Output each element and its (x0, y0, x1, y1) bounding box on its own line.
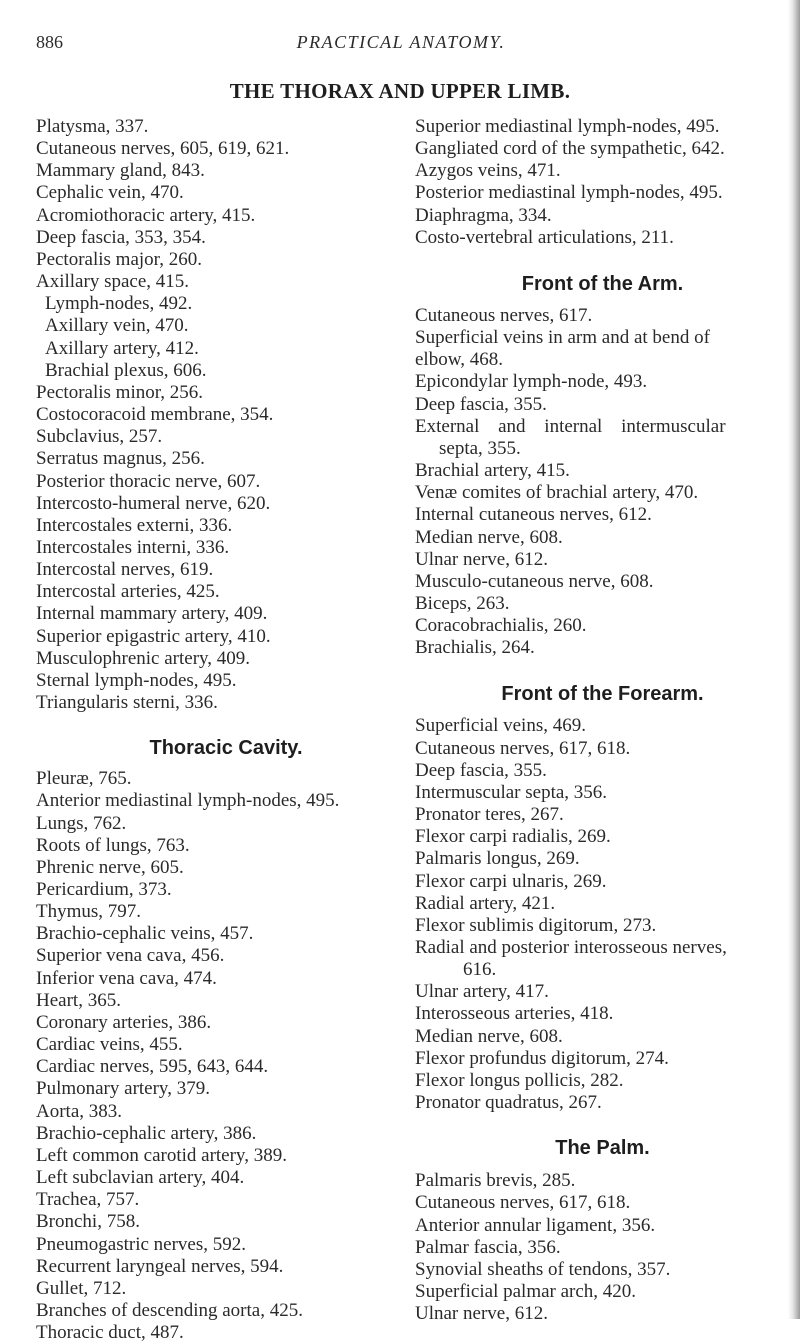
index-entry: Superior mediastinal lymph-nodes, 495. (415, 116, 720, 137)
index-entry: Superficial palmar arch, 420. (415, 1281, 637, 1303)
index-entry: Venæ comites of brachial artery, 470. (415, 482, 699, 504)
index-entry: Posterior mediastinal lymph-nodes, 495. (415, 182, 723, 204)
index-entry: Azygos veins, 471. (415, 160, 561, 182)
index-entry: Flexor carpi radialis, 269. (415, 826, 611, 848)
section-heading-front-of-arm: Front of the Arm. (521, 272, 684, 295)
index-entry: Diaphragma, 334. (415, 204, 552, 226)
index-entry: Mammary gland, 843. (36, 160, 205, 182)
left-column (36, 116, 416, 1344)
index-entry: Pericardium, 373. (36, 879, 172, 900)
section-heading-thoracic-cavity: Thoracic Cavity. (149, 737, 303, 760)
index-entry: Left subclavian artery, 404. (36, 1167, 245, 1189)
index-entry: Coronary arteries, 386. (36, 1011, 212, 1033)
index-entry-line: Superficial veins in arm and at bend of (415, 327, 710, 349)
index-entry: Superior epigastric artery, 410. (36, 625, 271, 647)
index-entry: Musculophrenic artery, 409. (36, 647, 251, 669)
index-entry: Flexor sublimis digitorum, 273. (415, 914, 657, 936)
index-entry-continuation: elbow, 468. (415, 349, 503, 371)
index-entry: Thoracic duct, 487. (36, 1322, 184, 1344)
index-entry: Ulnar nerve, 612. (415, 1303, 548, 1325)
index-entry: Triangularis sterni, 336. (36, 692, 218, 714)
index-subentry: Lymph-nodes, 492. (45, 293, 193, 315)
index-entry: Serratus magnus, 256. (36, 448, 205, 470)
index-entry: Median nerve, 608. (415, 1025, 563, 1047)
index-entry: Pectoralis minor, 256. (36, 381, 204, 403)
index-entry: Deep fascia, 355. (415, 759, 547, 781)
index-entry: Flexor carpi ulnaris, 269. (415, 870, 607, 892)
index-entry: Pronator quadratus, 267. (415, 1092, 602, 1114)
index-entry: Branches of descending aorta, 425. (36, 1299, 303, 1321)
index-entry: Cutaneous nerves, 617, 618. (415, 737, 631, 759)
index-entry: Thymus, 797. (36, 901, 142, 923)
index-entry: Left common carotid artery, 389. (36, 1144, 287, 1166)
index-entry: Aorta, 383. (36, 1100, 123, 1122)
right-column (415, 116, 790, 1325)
index-entry: Heart, 365. (36, 989, 121, 1011)
index-entry: Intercosto-humeral nerve, 620. (36, 492, 271, 514)
index-entry: Musculo-cutaneous nerve, 608. (415, 570, 654, 592)
index-entry: Palmaris brevis, 285. (415, 1170, 576, 1192)
index-entry: Roots of lungs, 763. (36, 834, 190, 856)
index-entry: Pronator teres, 267. (415, 804, 564, 826)
index-entry: Brachial artery, 415. (415, 460, 570, 482)
index-entry: Intercostal arteries, 425. (36, 581, 220, 603)
index-entry: Bronchi, 758. (36, 1211, 140, 1233)
thoracic-cavity-list (36, 768, 416, 1344)
index-entry: Ulnar artery, 417. (415, 981, 549, 1003)
index-entry: Intercostales externi, 336. (36, 514, 233, 536)
palm-list (415, 1170, 790, 1325)
index-entry: Deep fascia, 353, 354. (36, 226, 206, 248)
index-entry: Deep fascia, 355. (415, 393, 547, 415)
index-entry: Cardiac veins, 455. (36, 1034, 183, 1056)
index-subentry: Brachial plexus, 606. (45, 359, 207, 381)
index-entry: Intercostales interni, 336. (36, 536, 230, 558)
index-entry-line: External and internal intermuscular (415, 415, 726, 437)
index-entry: Internal cutaneous nerves, 612. (415, 504, 652, 526)
page-number: 886 (36, 32, 63, 52)
index-entry: Superior vena cava, 456. (36, 945, 225, 967)
index-entry: Anterior mediastinal lymph-nodes, 495. (36, 790, 340, 812)
index-entry: Cutaneous nerves, 605, 619, 621. (36, 138, 290, 160)
index-entry: Cutaneous nerves, 617. (415, 304, 593, 326)
index-entry: Biceps, 263. (415, 592, 510, 614)
index-entry: Brachio-cephalic veins, 457. (36, 923, 254, 945)
index-entry: Platysma, 337. (36, 116, 149, 137)
index-entry: Anterior annular ligament, 356. (415, 1214, 656, 1236)
index-entry: Median nerve, 608. (415, 526, 563, 548)
index-entry: Sternal lymph-nodes, 495. (36, 669, 237, 691)
index-entry: Posterior thoracic nerve, 607. (36, 470, 261, 492)
index-entry: Flexor longus pollicis, 282. (415, 1069, 624, 1091)
index-entry: Inferior vena cava, 474. (36, 967, 217, 989)
index-entry: Gullet, 712. (36, 1277, 127, 1299)
index-entry: Pleuræ, 765. (36, 768, 132, 790)
front-of-arm-list (415, 305, 790, 660)
index-entry: Epicondylar lymph-node, 493. (415, 371, 648, 393)
index-entry: Pectoralis major, 260. (36, 248, 202, 270)
index-entry: Pneumogastric nerves, 592. (36, 1233, 247, 1255)
thorax-list (36, 116, 416, 714)
index-entry: Subclavius, 257. (36, 426, 163, 448)
index-entry: Cephalic vein, 470. (36, 182, 184, 204)
index-entry: Synovial sheaths of tendons, 357. (415, 1258, 671, 1280)
index-entry: Interosseous arteries, 418. (415, 1003, 614, 1025)
index-entry: Costocoracoid membrane, 354. (36, 404, 274, 426)
front-of-forearm-list (415, 715, 790, 1114)
index-subentry: Axillary artery, 412. (45, 337, 199, 359)
index-entry: Brachialis, 264. (415, 637, 535, 659)
index-entry-line: Radial and posterior interosseous nerves, (415, 937, 727, 958)
index-entry: Flexor profundus digitorum, 274. (415, 1047, 669, 1069)
index-entry: Palmar fascia, 356. (415, 1236, 561, 1258)
section-heading-front-of-forearm: Front of the Forearm. (501, 683, 704, 706)
index-entry: Costo-vertebral articulations, 211. (415, 226, 674, 248)
index-entry: Superficial veins, 469. (415, 715, 586, 737)
index-entry: Coracobrachialis, 260. (415, 615, 587, 637)
index-entry: Lungs, 762. (36, 812, 127, 834)
index-entry: Recurrent laryngeal nerves, 594. (36, 1255, 284, 1277)
thorax-continued-list (415, 116, 790, 249)
running-head (36, 32, 766, 56)
index-subentry: Axillary vein, 470. (45, 315, 189, 337)
index-entry-continuation: 616. (463, 959, 497, 981)
index-entry: Ulnar nerve, 612. (415, 548, 548, 570)
index-entry: Intermuscular septa, 356. (415, 781, 608, 803)
index-entry: Intercostal nerves, 619. (36, 559, 214, 581)
index-entry: Trachea, 757. (36, 1189, 140, 1211)
running-title: PRACTICAL ANATOMY. (296, 32, 506, 52)
index-entry: Axillary space, 415. (36, 271, 190, 293)
index-entry: Brachio-cephalic artery, 386. (36, 1122, 257, 1144)
index-entry: Gangliated cord of the sympathetic, 642. (415, 138, 725, 160)
index-entry-continuation: septa, 355. (439, 437, 521, 459)
index-entry: Cutaneous nerves, 617, 618. (415, 1192, 631, 1214)
index-entry: Palmaris longus, 269. (415, 848, 580, 870)
page-title: THE THORAX AND UPPER LIMB. (229, 79, 571, 103)
index-entry: Radial artery, 421. (415, 892, 556, 914)
index-entry: Pulmonary artery, 379. (36, 1078, 210, 1100)
index-entry: Phrenic nerve, 605. (36, 856, 184, 878)
index-entry: Internal mammary artery, 409. (36, 603, 268, 625)
section-heading-palm: The Palm. (555, 1137, 650, 1160)
index-entry: Acromiothoracic artery, 415. (36, 204, 256, 226)
index-entry: Cardiac nerves, 595, 643, 644. (36, 1056, 269, 1078)
